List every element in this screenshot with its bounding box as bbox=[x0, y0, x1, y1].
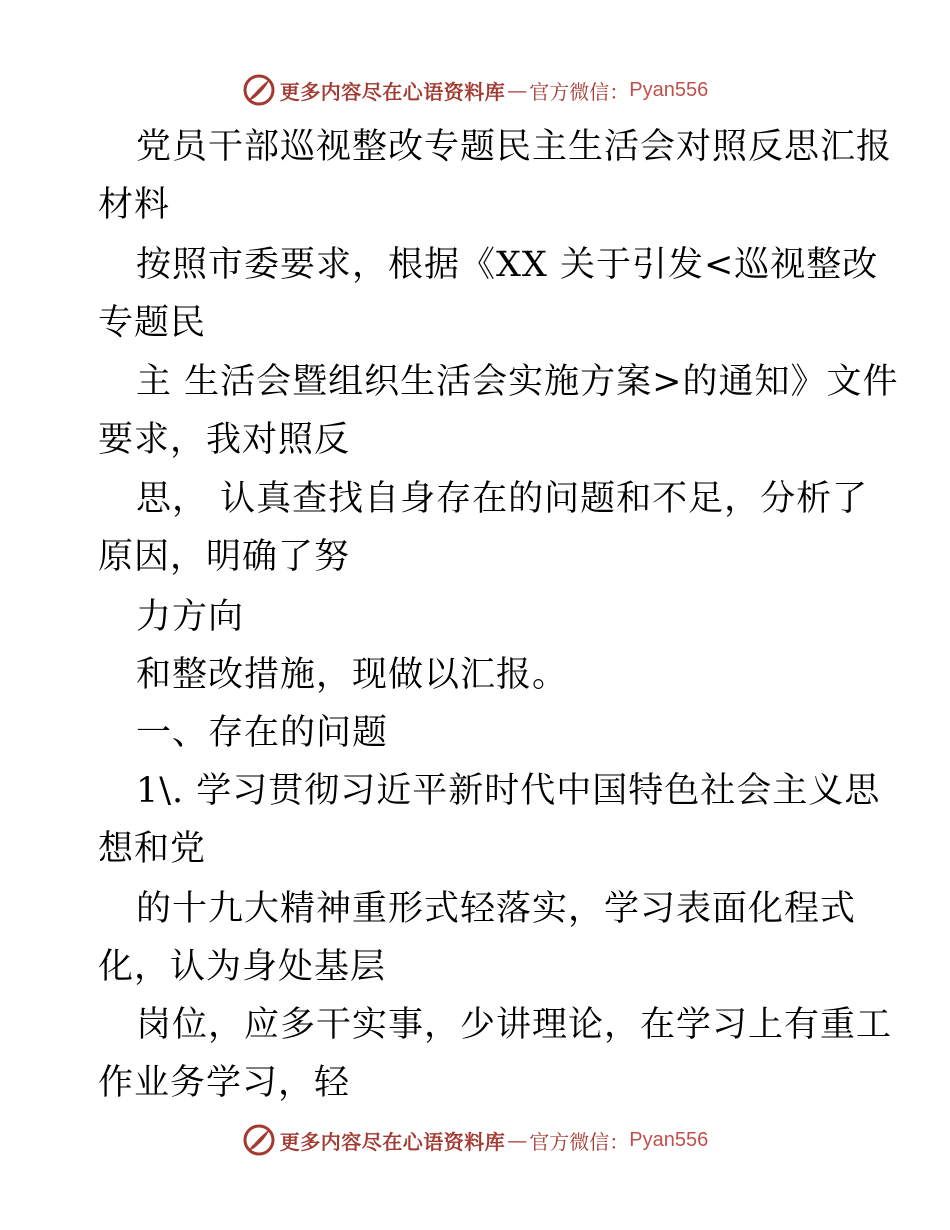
banner-wechat-id: Pyan556 bbox=[629, 78, 709, 101]
paragraph-line: 1\. 学习贯彻习近平新时代中国特色社会主义思 bbox=[136, 771, 881, 811]
paragraph-line: 思， 认真查找自身存在的问题和不足，分析了 bbox=[136, 479, 869, 519]
paragraph-line: 化，认为身处基层 bbox=[98, 947, 387, 987]
paragraph-line: 按照市委要求，根据《XX 关于引发<巡视整改 bbox=[136, 245, 879, 285]
banner-dash: — bbox=[507, 78, 528, 102]
banner-wechat-label: 官方微信： bbox=[529, 79, 630, 104]
paragraph-line: 主 生活会暨组织生活会实施方案>的通知》文件 bbox=[136, 362, 899, 402]
paragraph-line: 和整改措施，现做以汇报。 bbox=[136, 655, 569, 695]
paragraph-line: 岗位，应多干实事，少讲理论，在学习上有重工 bbox=[136, 1005, 893, 1045]
banner-site-text: 更多内容尽在心语资料库 bbox=[279, 79, 506, 104]
paragraph-line: 的十九大精神重形式轻落实，学习表面化程式 bbox=[136, 889, 857, 929]
quill-logo-icon bbox=[242, 1123, 276, 1157]
section-heading: 一、存在的问题 bbox=[136, 713, 389, 753]
banner-dash: — bbox=[507, 1128, 528, 1152]
doc-title-line-2: 材料 bbox=[98, 185, 171, 225]
paragraph-line: 原因，明确了努 bbox=[98, 537, 351, 577]
banner-wechat-id: Pyan556 bbox=[629, 1128, 709, 1151]
paragraph-line: 作业务学习，轻 bbox=[98, 1063, 351, 1103]
footer-watermark-banner bbox=[0, 1120, 950, 1160]
banner-site-text: 更多内容尽在心语资料库 bbox=[279, 1129, 506, 1154]
paragraph-line: 力方向 bbox=[136, 597, 245, 637]
paragraph-line: 要求，我对照反 bbox=[98, 420, 351, 460]
banner-wechat-label: 官方微信： bbox=[529, 1129, 630, 1154]
paragraph-line: 专题民 bbox=[98, 303, 207, 343]
doc-title-line-1: 党员干部巡视整改专题民主生活会对照反思汇报 bbox=[136, 127, 893, 167]
paragraph-line: 想和党 bbox=[98, 829, 207, 869]
